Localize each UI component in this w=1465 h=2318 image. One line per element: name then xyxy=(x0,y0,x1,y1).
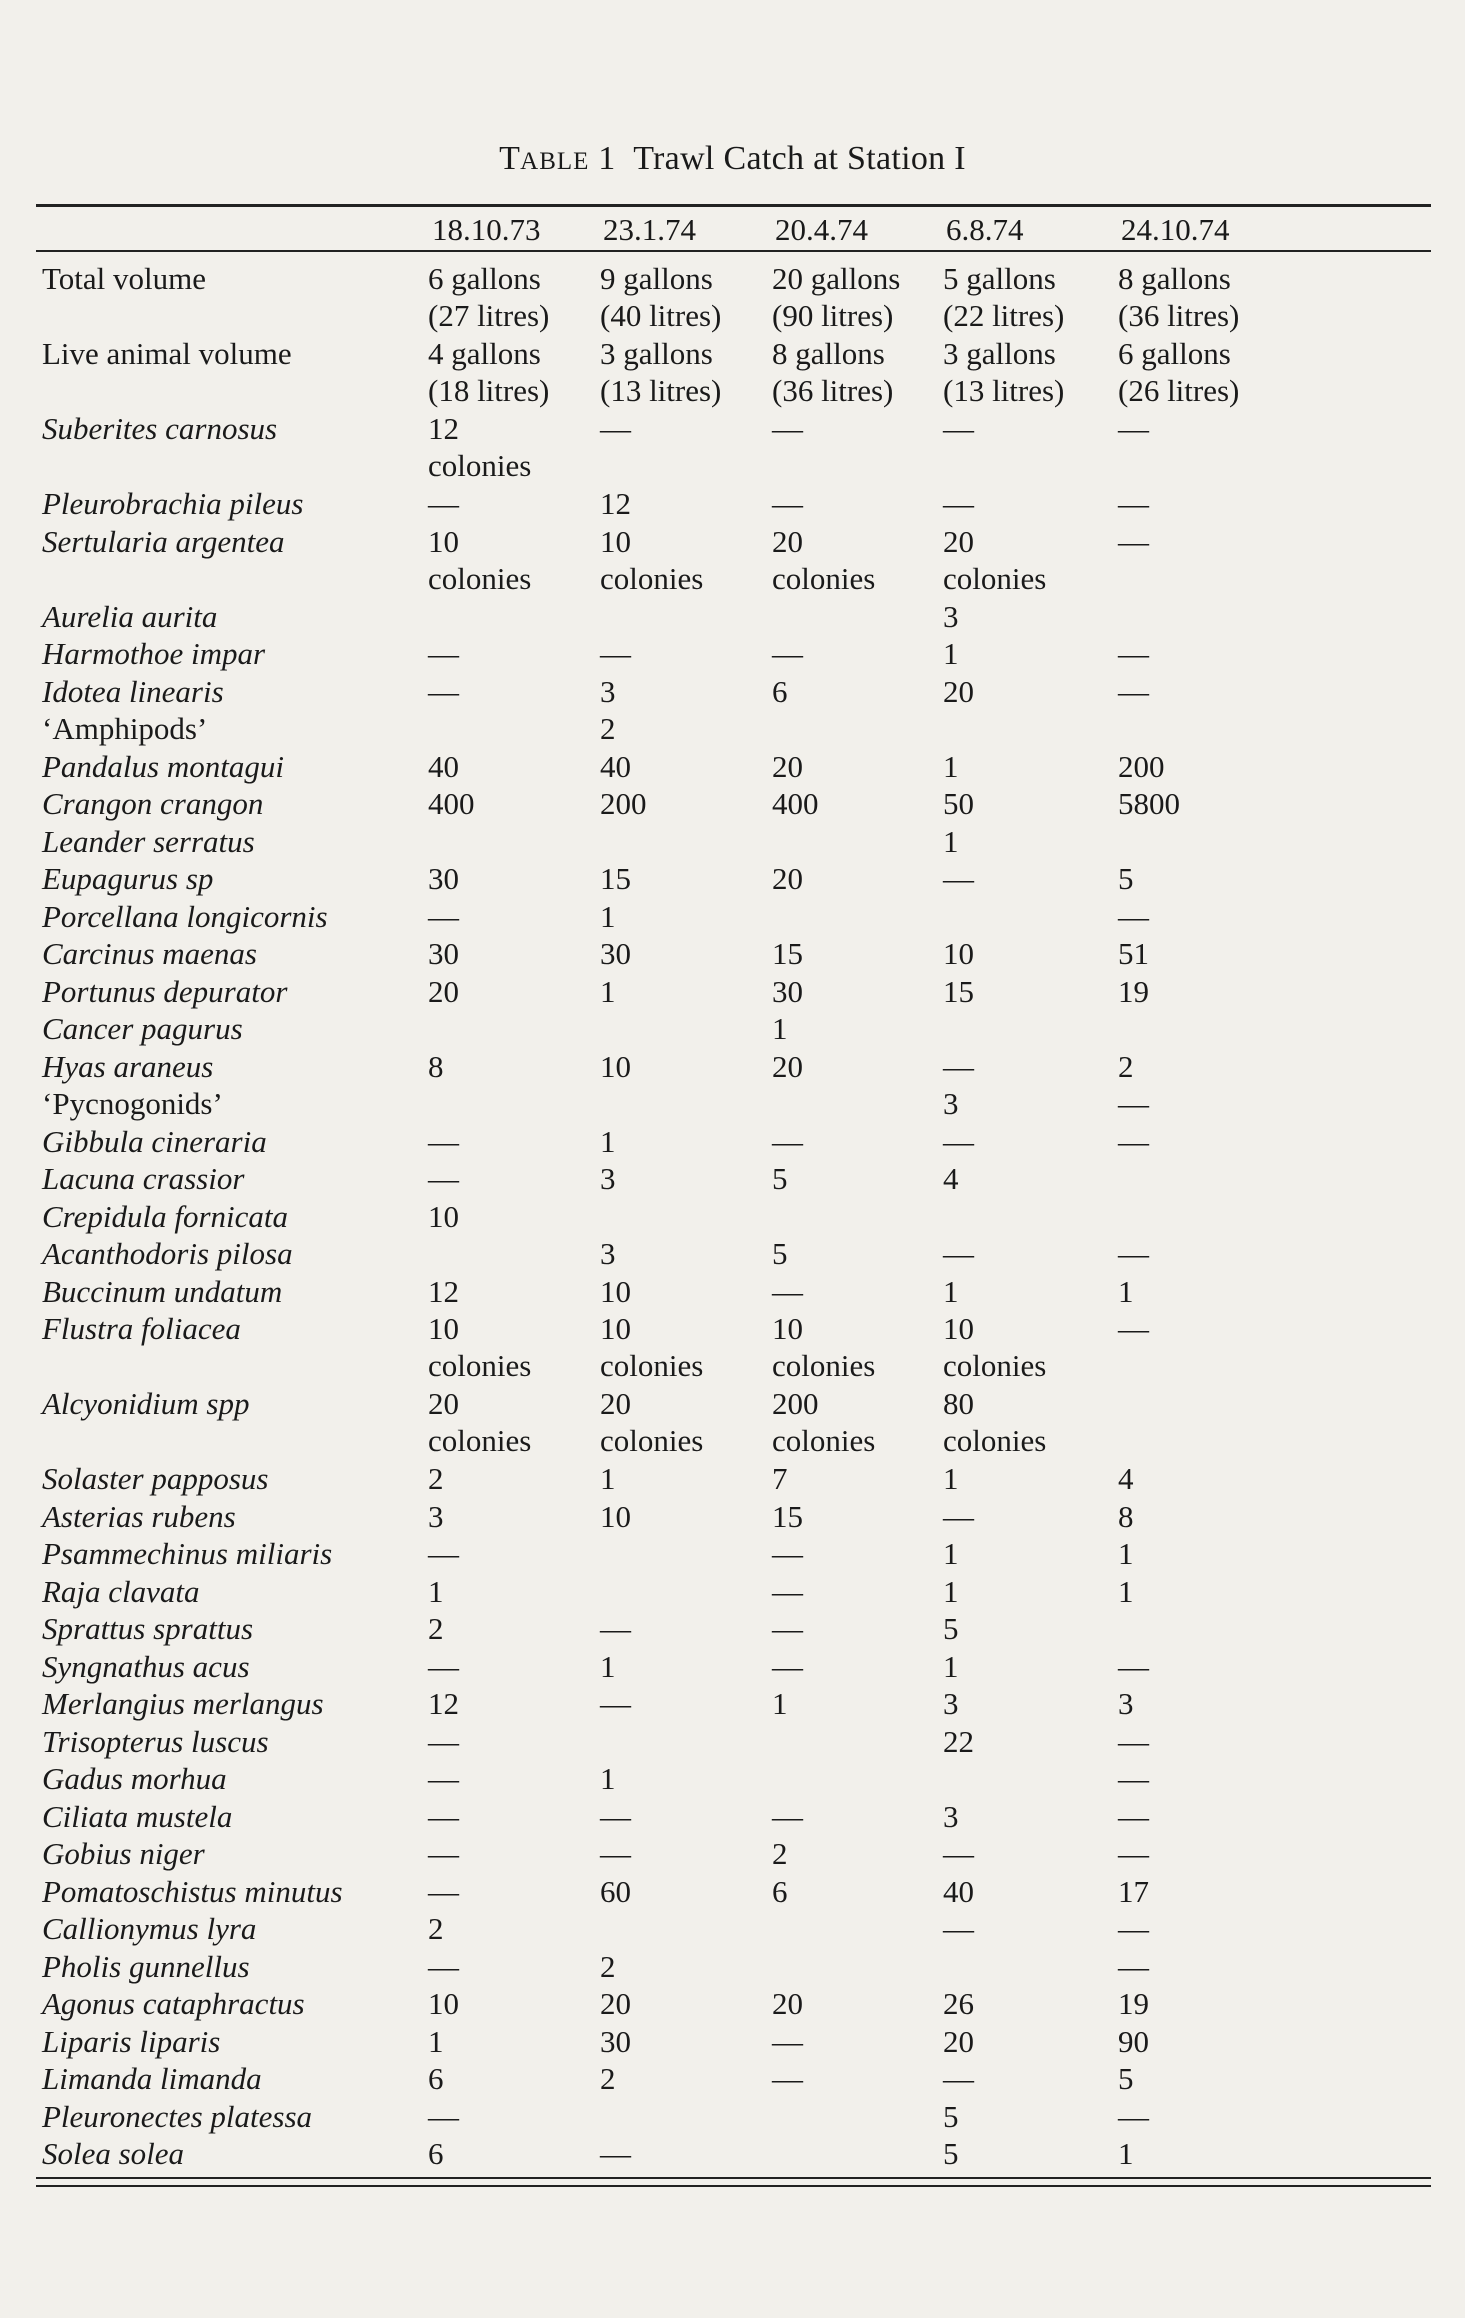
table-title xyxy=(0,140,1465,178)
table-cell: 10 colonies xyxy=(428,1311,532,1383)
table-cell: 6 xyxy=(772,673,788,709)
table-cell: 1 xyxy=(943,1573,959,1609)
table-cell: — xyxy=(943,486,974,521)
table-cell: 6 xyxy=(428,2061,444,2096)
row-label: Portunus depurator xyxy=(42,973,288,1009)
row-label: ‘Pycnogonids’ xyxy=(42,1086,223,1121)
table-cell: 1 xyxy=(1118,1573,1134,1609)
row-label: Lacuna crassior xyxy=(42,1161,245,1196)
table-cell: — xyxy=(600,1798,631,1834)
table-cell: 4 xyxy=(943,1161,959,1196)
row-label: Merlangius merlangus xyxy=(42,1686,324,1721)
row-label: Psammechinus miliaris xyxy=(42,1536,333,1571)
table-cell: 20 xyxy=(772,748,803,784)
row-label: Leander serratus xyxy=(42,823,255,859)
row-label: Harmothoe impar xyxy=(42,636,266,671)
table-cell: — xyxy=(1118,636,1149,671)
table-cell: — xyxy=(600,411,631,446)
table-cell: 200 xyxy=(1118,748,1165,784)
table-cell: 1 xyxy=(600,1123,616,1159)
table-cell: 12 colonies xyxy=(428,411,532,483)
table-cell: 20 xyxy=(772,861,803,896)
row-label: Limanda limanda xyxy=(42,2061,262,2096)
table-cell: 1 xyxy=(943,1461,959,1496)
row-label: Liparis liparis xyxy=(42,2023,221,2059)
table-cell: 30 xyxy=(428,936,459,971)
table-cell: 6 xyxy=(428,2136,444,2171)
table-cell: 20 xyxy=(943,2023,974,2059)
row-label: Solaster papposus xyxy=(42,1461,269,1496)
row-label: Pomatoschistus minutus xyxy=(42,1873,343,1909)
row-label: Gadus morhua xyxy=(42,1761,227,1796)
table-cell: 10 xyxy=(428,1986,459,2021)
table-cell: 20 xyxy=(428,973,459,1009)
table-cell: — xyxy=(428,1836,459,1871)
table-cell: 3 xyxy=(428,1498,444,1534)
bottom-rule-double xyxy=(36,2185,1431,2187)
table-cell: 200 xyxy=(600,786,647,821)
table-cell: — xyxy=(943,1123,974,1159)
table-cell: — xyxy=(772,1798,803,1834)
table-cell: 400 xyxy=(428,786,475,821)
table-cell: — xyxy=(772,1273,803,1309)
table-cell: 20 colonies xyxy=(428,1386,532,1458)
row-label: Asterias rubens xyxy=(42,1498,236,1534)
header-rule xyxy=(36,250,1431,252)
top-rule xyxy=(36,204,1431,207)
table-cell: 12 xyxy=(428,1686,459,1721)
table-cell: — xyxy=(600,636,631,671)
row-label: Cancer pagurus xyxy=(42,1011,243,1046)
title-number: 1 xyxy=(598,140,616,177)
table-cell: 19 xyxy=(1118,973,1149,1009)
row-label: Suberites carnosus xyxy=(42,411,278,446)
table-cell: 30 xyxy=(600,2023,631,2059)
table-cell: — xyxy=(428,1723,459,1759)
table-cell: — xyxy=(772,1573,803,1609)
table-cell: 50 xyxy=(943,786,974,821)
table-cell: 1 xyxy=(943,748,959,784)
table-cell: 60 xyxy=(600,1873,631,1909)
table-cell: 20 colonies xyxy=(943,523,1047,596)
table-cell: 3 gallons (13 litres) xyxy=(600,336,722,408)
table-cell: — xyxy=(428,1798,459,1834)
title-prefix-small: ABLE xyxy=(520,148,590,175)
table-cell: 6 xyxy=(772,1873,788,1909)
table-cell: — xyxy=(772,1123,803,1159)
row-label: Raja clavata xyxy=(42,1573,200,1609)
table-cell: 400 xyxy=(772,786,819,821)
table-cell: — xyxy=(943,1911,974,1946)
table-cell: 2 xyxy=(600,1948,616,1984)
table-cell: 1 xyxy=(428,1573,444,1609)
table-cell: 80 colonies xyxy=(943,1386,1047,1458)
table-cell: 15 xyxy=(600,861,631,896)
table-cell: 20 xyxy=(600,1986,631,2021)
table-cell: — xyxy=(1118,1123,1149,1159)
row-label: Hyas araneus xyxy=(42,1048,214,1084)
table-cell: 8 xyxy=(428,1048,444,1084)
table-cell: 5800 xyxy=(1118,786,1180,821)
table-cell: — xyxy=(772,2061,803,2096)
table-cell: — xyxy=(943,861,974,896)
column-header: 18.10.73 xyxy=(432,212,541,247)
table-cell: 1 xyxy=(1118,1536,1134,1571)
row-label: Trisopterus luscus xyxy=(42,1723,269,1759)
row-label: Pleurobrachia pileus xyxy=(42,486,304,521)
table-cell: 1 xyxy=(600,898,616,934)
table-cell: 3 xyxy=(600,673,616,709)
table-cell: — xyxy=(772,1611,803,1646)
table-cell: 30 xyxy=(428,861,459,896)
row-label: Aurelia aurita xyxy=(42,598,218,634)
row-label: Sertularia argentea xyxy=(42,523,285,559)
row-label: Total volume xyxy=(42,261,206,296)
table-cell: 5 xyxy=(1118,2061,1134,2096)
table-cell: 1 xyxy=(943,1648,959,1684)
table-cell: 1 xyxy=(600,973,616,1009)
table-cell: 3 xyxy=(600,1236,616,1271)
column-header: 20.4.74 xyxy=(775,212,868,247)
table-cell: — xyxy=(1118,486,1149,521)
row-label: Crepidula fornicata xyxy=(42,1198,288,1234)
table-cell: — xyxy=(1118,2098,1149,2134)
table-cell: 9 gallons (40 litres) xyxy=(600,261,722,333)
table-cell: — xyxy=(772,486,803,521)
table-cell: — xyxy=(1118,1948,1149,1984)
table-cell: — xyxy=(943,1048,974,1084)
table-cell: — xyxy=(428,636,459,671)
table-cell: 5 xyxy=(943,2136,959,2171)
table-cell: — xyxy=(943,1498,974,1534)
table-cell: 6 gallons (26 litres) xyxy=(1118,336,1240,408)
table-cell: — xyxy=(428,1123,459,1159)
row-label: Alcyonidium spp xyxy=(42,1386,250,1421)
table-cell: 15 xyxy=(772,936,803,971)
table-cell: 2 xyxy=(600,711,616,746)
table-cell: 200 colonies xyxy=(772,1386,876,1458)
table-cell: 5 xyxy=(772,1161,788,1196)
table-cell: — xyxy=(428,1873,459,1909)
table-cell: — xyxy=(1118,1311,1149,1346)
table-cell: 1 xyxy=(772,1011,788,1046)
table-cell: 10 colonies xyxy=(600,523,704,596)
table-cell: 90 xyxy=(1118,2023,1149,2059)
table-cell: 40 xyxy=(600,748,631,784)
table-cell: — xyxy=(1118,523,1149,559)
table-cell: — xyxy=(600,1686,631,1721)
row-label: Pholis gunnellus xyxy=(42,1948,250,1984)
table-cell: — xyxy=(1118,1086,1149,1121)
table-cell: — xyxy=(772,1648,803,1684)
table-cell: — xyxy=(428,1648,459,1684)
row-label: Crangon crangon xyxy=(42,786,264,821)
table-cell: — xyxy=(428,1761,459,1796)
table-cell: 1 xyxy=(600,1761,616,1796)
table-cell: — xyxy=(1118,1723,1149,1759)
table-cell: — xyxy=(600,1836,631,1871)
row-label: Live animal volume xyxy=(42,336,292,371)
table-cell: 26 xyxy=(943,1986,974,2021)
table-cell: — xyxy=(428,1161,459,1196)
table-cell: — xyxy=(428,1536,459,1571)
table-cell: 20 colonies xyxy=(772,523,876,596)
table-cell: 20 colonies xyxy=(600,1386,704,1458)
table-cell: — xyxy=(1118,898,1149,934)
table-cell: 15 xyxy=(943,973,974,1009)
table-cell: 8 gallons (36 litres) xyxy=(772,336,894,408)
table-cell: 20 xyxy=(772,1048,803,1084)
table-cell: 10 xyxy=(600,1273,631,1309)
table-cell: 8 gallons (36 litres) xyxy=(1118,261,1240,333)
row-label: Ciliata mustela xyxy=(42,1798,233,1834)
column-header: 6.8.74 xyxy=(946,212,1024,247)
table-cell: 8 xyxy=(1118,1498,1134,1534)
table-cell: 2 xyxy=(428,1611,444,1646)
table-cell: — xyxy=(428,1948,459,1984)
row-label: Flustra foliacea xyxy=(42,1311,241,1346)
table-cell: — xyxy=(943,1836,974,1871)
table-cell: — xyxy=(428,898,459,934)
row-label: Syngnathus acus xyxy=(42,1648,250,1684)
table-cell: — xyxy=(1118,411,1149,446)
table-cell: — xyxy=(428,673,459,709)
table-cell: — xyxy=(1118,1761,1149,1796)
table-cell: 20 xyxy=(772,1986,803,2021)
row-label: Sprattus sprattus xyxy=(42,1611,254,1646)
table-cell: 40 xyxy=(943,1873,974,1909)
column-header: 23.1.74 xyxy=(603,212,696,247)
table-cell: — xyxy=(1118,1798,1149,1834)
table-cell: — xyxy=(1118,1648,1149,1684)
row-label: Pleuronectes platessa xyxy=(42,2098,313,2134)
title-text: Trawl Catch at Station I xyxy=(633,140,966,177)
row-label: Buccinum undatum xyxy=(42,1273,283,1309)
table-cell: — xyxy=(772,411,803,446)
table-cell: 5 xyxy=(772,1236,788,1271)
table-cell: 10 xyxy=(943,936,974,971)
table-cell: 1 xyxy=(600,1648,616,1684)
table-cell: — xyxy=(1118,673,1149,709)
table-cell: 3 xyxy=(1118,1686,1134,1721)
table-cell: 4 xyxy=(1118,1461,1134,1496)
title-prefix-big: T xyxy=(499,140,521,177)
table-cell: 3 gallons (13 litres) xyxy=(943,336,1065,408)
table-cell: 20 xyxy=(943,673,974,709)
table-cell: 10 colonies xyxy=(772,1311,876,1383)
table-cell: 1 xyxy=(943,1536,959,1571)
table-cell: 1 xyxy=(943,636,959,671)
row-label: Pandalus montagui xyxy=(42,748,284,784)
table-cell: — xyxy=(600,2136,631,2171)
table-cell: 15 xyxy=(772,1498,803,1534)
table-cell: — xyxy=(943,2061,974,2096)
table-cell: 30 xyxy=(600,936,631,971)
bottom-rule xyxy=(36,2177,1431,2179)
table-cell: 3 xyxy=(943,1798,959,1834)
table-cell: 5 xyxy=(943,1611,959,1646)
table-cell: 1 xyxy=(600,1461,616,1496)
table-cell: 10 colonies xyxy=(600,1311,704,1383)
table-cell: 2 xyxy=(772,1836,788,1871)
table-cell: 2 xyxy=(428,1461,444,1496)
table-cell: 3 xyxy=(600,1161,616,1196)
table-cell: 10 colonies xyxy=(943,1311,1047,1383)
table-cell: 1 xyxy=(428,2023,444,2059)
table-cell: 12 xyxy=(600,486,631,521)
row-label: Solea solea xyxy=(42,2136,185,2171)
table-cell: 2 xyxy=(428,1911,444,1946)
table-cell: 30 xyxy=(772,973,803,1009)
row-label: Callionymus lyra xyxy=(42,1911,257,1946)
table-cell: — xyxy=(428,486,459,521)
table-cell: — xyxy=(600,1611,631,1646)
table-cell: — xyxy=(1118,1836,1149,1871)
table-cell: 10 xyxy=(428,1198,459,1234)
row-label: Acanthodoris pilosa xyxy=(42,1236,293,1271)
table-cell: 1 xyxy=(943,823,959,859)
table-cell: — xyxy=(1118,1236,1149,1271)
table-cell: — xyxy=(772,1536,803,1571)
table-cell: 1 xyxy=(772,1686,788,1721)
table-cell: 1 xyxy=(943,1273,959,1309)
table-cell: 6 gallons (27 litres) xyxy=(428,261,550,333)
table-cell: 1 xyxy=(1118,2136,1134,2171)
table-cell: 17 xyxy=(1118,1873,1149,1909)
row-label: Porcellana longicornis xyxy=(42,898,328,934)
table-cell: 10 xyxy=(600,1048,631,1084)
table-cell: 10 xyxy=(600,1498,631,1534)
table-cell: — xyxy=(1118,1911,1149,1946)
table-cell: — xyxy=(772,636,803,671)
table-cell: 3 xyxy=(943,598,959,634)
row-label: Eupagurus sp xyxy=(42,861,214,896)
row-label: ‘Amphipods’ xyxy=(42,711,208,746)
table-cell: 1 xyxy=(1118,1273,1134,1309)
table-cell: 10 colonies xyxy=(428,523,532,596)
row-label: Gobius niger xyxy=(42,1836,205,1871)
table-cell: 2 xyxy=(1118,1048,1134,1084)
table-cell: 19 xyxy=(1118,1986,1149,2021)
table-cell: 20 gallons (90 litres) xyxy=(772,261,901,333)
table-cell: 5 xyxy=(943,2098,959,2134)
table-cell: 12 xyxy=(428,1273,459,1309)
table-cell: 5 gallons (22 litres) xyxy=(943,261,1065,333)
table-cell: 4 gallons (18 litres) xyxy=(428,336,550,408)
table-cell: 40 xyxy=(428,748,459,784)
table-cell: — xyxy=(428,2098,459,2134)
table-cell: 51 xyxy=(1118,936,1149,971)
table-cell: — xyxy=(943,411,974,446)
table-cell: 2 xyxy=(600,2061,616,2096)
table-cell: 5 xyxy=(1118,861,1134,896)
row-label: Gibbula cineraria xyxy=(42,1123,267,1159)
table-cell: 3 xyxy=(943,1686,959,1721)
row-label: Carcinus maenas xyxy=(42,936,257,971)
table-cell: 22 xyxy=(943,1723,974,1759)
table-cell: 3 xyxy=(943,1086,959,1121)
row-label: Idotea linearis xyxy=(42,673,224,709)
table-cell: — xyxy=(943,1236,974,1271)
column-header: 24.10.74 xyxy=(1121,212,1230,247)
table-cell: — xyxy=(772,2023,803,2059)
table-cell: 7 xyxy=(772,1461,788,1496)
row-label: Agonus cataphractus xyxy=(42,1986,305,2021)
